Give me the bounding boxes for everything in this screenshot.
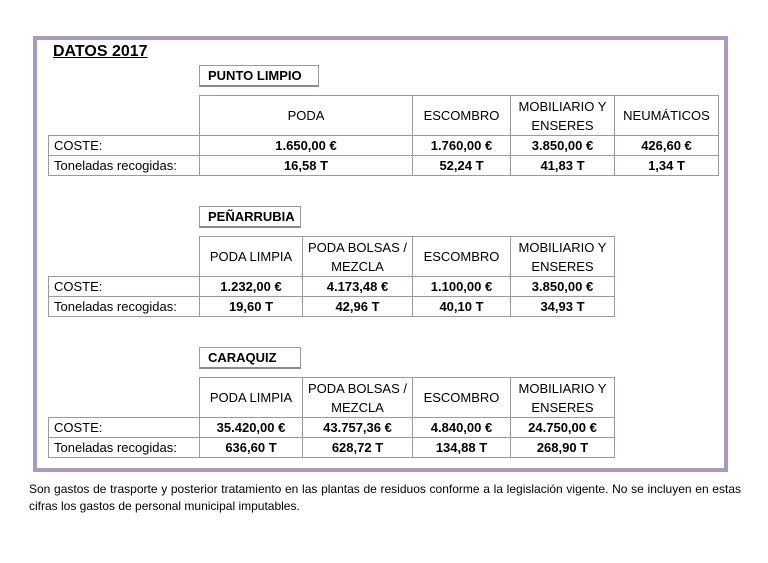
cost-row [49, 418, 615, 438]
header-row [49, 378, 615, 418]
cost-value: 1.100,00 € [413, 277, 511, 297]
cost-value: 35.420,00 € [200, 418, 303, 438]
header-row [49, 96, 719, 136]
cost-value: 4.840,00 € [413, 418, 511, 438]
cost-value: 1.760,00 € [413, 136, 511, 156]
column-header: PODA LIMPIA [200, 378, 303, 418]
header-row [49, 237, 615, 277]
column-header: MOBILIARIO Y ENSERES [511, 96, 615, 136]
row-label-tons: Toneladas recogidas: [49, 297, 200, 317]
section-title-caraquiz: CARAQUIZ [199, 347, 301, 369]
header-spacer [49, 378, 200, 418]
tons-row [49, 156, 719, 176]
tons-value: 268,90 T [511, 438, 615, 458]
tons-value: 636,60 T [200, 438, 303, 458]
tons-value: 134,88 T [413, 438, 511, 458]
cost-value: 24.750,00 € [511, 418, 615, 438]
column-header: MOBILIARIO Y ENSERES [511, 378, 615, 418]
tons-value: 16,58 T [200, 156, 413, 176]
column-header: PODA [200, 96, 413, 136]
tons-value: 628,72 T [303, 438, 413, 458]
column-header: ESCOMBRO [413, 96, 511, 136]
table-penarrubia [48, 236, 615, 317]
row-label-cost: COSTE: [49, 277, 200, 297]
tons-value: 52,24 T [413, 156, 511, 176]
document-title: DATOS 2017 [53, 43, 148, 60]
header-spacer [49, 96, 200, 136]
header-spacer [49, 237, 200, 277]
column-header: NEUMÁTICOS [615, 96, 719, 136]
column-header: ESCOMBRO [413, 237, 511, 277]
section-title-penarrubia: PEÑARRUBIA [199, 206, 301, 228]
table-punto-limpio [48, 95, 719, 176]
tons-value: 19,60 T [200, 297, 303, 317]
footnote: Son gastos de trasporte y posterior tratamiento en las plantas de residuos conforme a la legislación vigente. No se incluyen en estas cifras los gastos de personal municipal imputables. [29, 482, 741, 513]
tons-value: 1,34 T [615, 156, 719, 176]
cost-value: 43.757,36 € [303, 418, 413, 438]
row-label-tons: Toneladas recogidas: [49, 156, 200, 176]
tons-value: 42,96 T [303, 297, 413, 317]
column-header: PODA LIMPIA [200, 237, 303, 277]
cost-value: 3.850,00 € [511, 136, 615, 156]
tons-row [49, 297, 615, 317]
cost-value: 1.232,00 € [200, 277, 303, 297]
column-header: PODA BOLSAS / MEZCLA [303, 237, 413, 277]
row-label-cost: COSTE: [49, 418, 200, 438]
column-header: MOBILIARIO Y ENSERES [511, 237, 615, 277]
row-label-tons: Toneladas recogidas: [49, 438, 200, 458]
table-caraquiz [48, 377, 615, 458]
cost-value: 426,60 € [615, 136, 719, 156]
cost-value: 3.850,00 € [511, 277, 615, 297]
cost-row [49, 136, 719, 156]
section-title-punto-limpio: PUNTO LIMPIO [199, 65, 319, 87]
tons-value: 34,93 T [511, 297, 615, 317]
column-header: ESCOMBRO [413, 378, 511, 418]
cost-value: 1.650,00 € [200, 136, 413, 156]
column-header: PODA BOLSAS / MEZCLA [303, 378, 413, 418]
cost-value: 4.173,48 € [303, 277, 413, 297]
tons-value: 40,10 T [413, 297, 511, 317]
tons-value: 41,83 T [511, 156, 615, 176]
cost-row [49, 277, 615, 297]
row-label-cost: COSTE: [49, 136, 200, 156]
tons-row [49, 438, 615, 458]
